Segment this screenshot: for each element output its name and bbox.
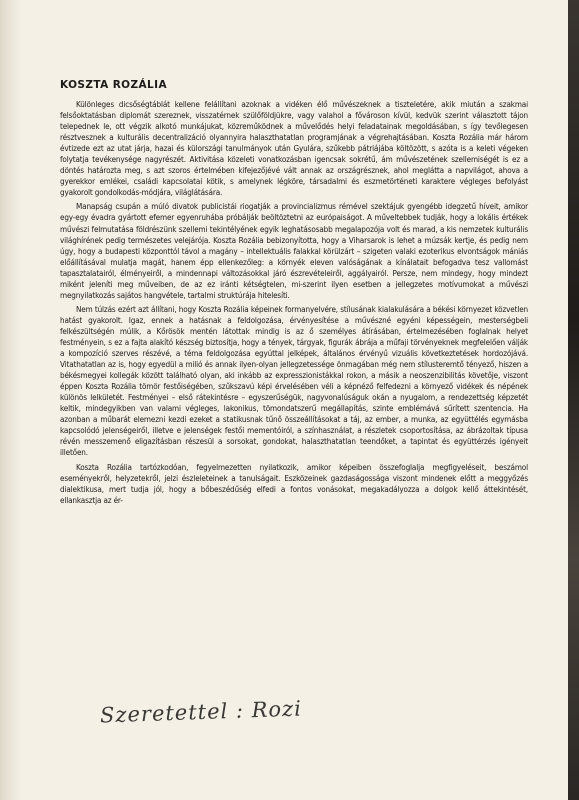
paragraph-4: Koszta Rozália tartózkodóan, fegyelmezetten nyilatkozik, amikor képeiben összefoglalja megfigyeléseit, beszámol eseményekről, helyzetekről, jelzi észleleteinek a tanulságait. Eszközeinek gazdaságossága viszont mindenek előtt a meggyőzés dialektikusa, mert tudja jól, hogy a bőbeszédűség elfedi a fontos vonásokat, megakadályozza a dolgok kellő áttekintését, ellankasztja az ér- [60,461,528,505]
paragraph-3: Nem túlzás ezért azt állítani, hogy Koszta Rozália képeinek formanyelvére, stílusának kialakulására a békési környezet közvetlen hatást gyakorolt. Igaz, ennek a hatásnak a feldolgozása, érvényesítése a művészné egyéni képességein, mesterségbeli felkészültségén múlik, a Kőrösök mentén látottak mindig is az ő személyes átírásában, értelmezésében foglalnak helyet festményein, s ez a fajta alakító készség biztosítja, hogy a tények, tárgyak, figurák ábrája a műfaji törvényeknek megfelelően válják a kompozíció szerves részévé, a téma feldolgozása egyúttal jelképek, általános érvényű vizuális következtetések hordozójává. Vitathatatlan az is, hogy egyedül a milió és annak ilyen-olyan jellegzetessége önmagában még nem stílusteremtő tényező, hiszen a békésmegyei kollegák között található olyan, aki inkább az expresszionistákkal rokon, a másik a neoszenzibilitás követője, viszont éppen Koszta Rozália tömör festőiségében, szűkszavú képi érvelésében véli a képnéző felfedezni a környező vidékek és népének különös lelkületét. Festményei – első rátekintésre – egyszerűségük, nagyvonalúságuk okán a nyugalom, a rendezettség képzetét keltik, mindegyikben van valami végleges, lakonikus, tömondatszerű megállapítás, szinte emblémává sűrített szentencia. Ha azonban a műbarát elemezni kezdi ezeket a statikusnak tűnő összeállításokat a táj, az ember, a munka, az együttélés egymásba kapcsolódó jelenségeiről, illetve e jelenségek festői mementóiról, a színhasználat, a részletek csoportosítása, az ábrázoltak típusa révén messzemenő eligazításban részesül a sorsokat, gondokat, halaszthatatlan teendőket, a tapintat és együttérzés igényeit illetően. [60,303,528,458]
article-title: KOSZTA ROZÁLIA [60,79,167,91]
handwritten-dedication: Szeretettel : Rozi [99,696,303,728]
paragraph-2: Manapság csupán a múló divatok publicistái riogatják a provincializmus rémével szektájuk gyengébb idegzetű híveit, amikor egy-egy évadra gyártott efemer egyenruhába próbálják beöltöztetni az európaiságot. A műveltebbek tudják, hogy a lokális értékek művészi felmutatása földrészünk szellemi tekintélyének egyik leghatásosabb megalapozója volt és marad, a kis nemzetek kulturális világhírének pedig természetes velejárója. Koszta Rozália bebizonyította, hogy a Viharsarok is lehet a múzsák kertje, és pedig nem úgy, hogy a budapesti központtól távol a magány – intellektuális falakkal körülzárt – szigeten valaki ezoterikus elvontságok mániás előállításával mulatja magát, hanem épp ellenkezőleg: a környék eleven valóságának a kínálatait befogadva tesz vallomást tapasztalatairól, élményeiről, a mindennapi változásokkal járó észrevételeiről, aggályairól. Persze, nem mindegy, hogy mindezt miként jeleníti meg műveiben, de az ez iránti kétségtelen, mi-szerint ilyen esetben a jellegzetes motívumokat a művészi megnyilatkozás sajátos hangvétele, tartalmi struktúrája hitelesíti. [60,201,528,300]
page-spine [0,0,22,800]
article [60,79,528,509]
background-edge [568,0,579,800]
paragraph-1: Különleges dicsőségtáblát kellene felállítani azoknak a vidéken élő művészeknek a tiszteletére, akik miután a szakmai felsőoktatásban diplomát szereznek, visszatérnek szülőföldjükre, vagy valahol a fővároson kívül, kedvük szerint választott tájon telepednek le, ott végzik alkotó munkájukat, közreműködnek a művelődés helyi feladatainak megoldásában, s így tevőlegesen résztvesznek a kulturális decentralizáció olyannyira halaszthatatlan programjának a végrehajtásában. Koszta Rozália már három évtizede ezt az utat járja, hazai és külországi tanulmányok után Gyulára, szűkebb pátriájába költözött, s azóta is a keleti végeken folytatja tevékenysége nagyrészét. Aktivitása közeleti vonatkozásban igencsak sokrétű, ám művészetének szellemiségét is ez a döntés határozta meg, s azt szoros értelmében kifejezőjévé vált annak az országrésznek, ahol meglátta a napvilágot, ahova a gyerekkor emlékei, családi kapcsolatai kötik, s amelynek légköre, társadalmi és eszmetörténeti karaktere végleges befolyást gyakorolt gondolkodás-módjára, világlátására. [60,99,528,198]
